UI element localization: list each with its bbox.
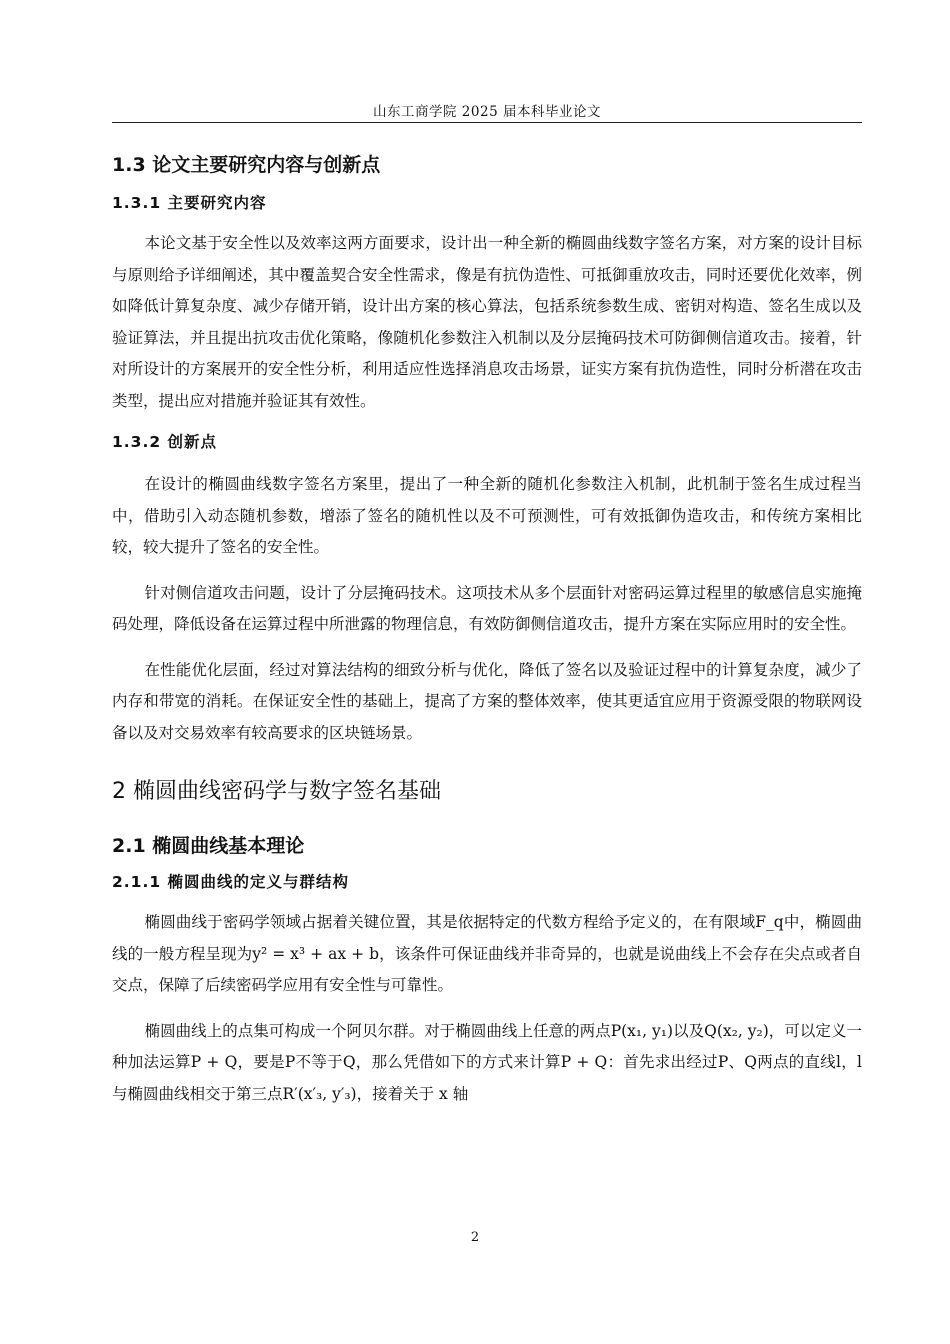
paragraph: 本论文基于安全性以及效率这两方面要求，设计出一种全新的椭圆曲线数字签名方案，对方案的设计目标与原则给予详细阐述，其中覆盖契合安全性需求，像是有抗伪造性、可抵御重放攻击，同时还要优化效率，例如降低计算复杂度、减少存储开销，设计出方案的核心算法，包括系统参数生成、密钥对构造、签名生成以及验证算法，并且提出抗攻击优化策略，像随机化参数注入机制以及分层掩码技术可防御侧信道攻击。接着，针对所设计的方案展开的安全性分析，利用适应性选择消息攻击场景，证实方案有抗伪造性，同时分析潜在攻击类型，提出应对措施并验证其有效性。 xyxy=(112,234,862,410)
page-body xyxy=(112,150,862,1110)
section-heading: 1.3 论文主要研究内容与创新点 xyxy=(112,154,381,176)
paragraph: 在设计的椭圆曲线数字签名方案里，提出了一种全新的随机化参数注入机制，此机制于签名生成过程当中，借助引入动态随机参数，增添了签名的随机性以及不可预测性，可有效抵御伪造攻击，和传统方案相比较，较大提升了签名的安全性。 xyxy=(112,475,862,556)
subsection-heading: 1.3.1 主要研究内容 xyxy=(112,194,267,212)
paragraph: 椭圆曲线于密码学领域占据着关键位置，其是依据特定的代数方程给予定义的，在有限域F_q中，椭圆曲线的一般方程呈现为y² = x³ + ax + b，该条件可保证曲线并非奇异的，也就是说曲线上不会存在尖点或者自交点，保障了后续密码学应用有安全性与可靠性。 xyxy=(112,913,862,994)
section-heading: 2.1 椭圆曲线基本理论 xyxy=(112,835,305,857)
paragraph: 椭圆曲线上的点集可构成一个阿贝尔群。对于椭圆曲线上任意的两点P(x₁, y₁)以及Q(x₂, y₂)，可以定义一种加法运算P + Q，要是P不等于Q，那么凭借如下的方式来计算P + Q：首先求出经过P、Q两点的直线l，l与椭圆曲线相交于第三点R′(x′₃, y′₃)，接着关于 x 轴 xyxy=(112,1021,862,1103)
page-number: 2 xyxy=(470,1230,480,1245)
paragraph: 在性能优化层面，经过对算法结构的细致分析与优化，降低了签名以及验证过程中的计算复杂度，减少了内存和带宽的消耗。在保证安全性的基础上，提高了方案的整体效率，使其更适宜应用于资源受限的物联网设备以及对交易效率有较高要求的区块链场景。 xyxy=(112,660,862,742)
subsection-heading: 2.1.1 椭圆曲线的定义与群结构 xyxy=(112,873,350,891)
running-header: 山东工商学院 2025 届本科毕业论文 xyxy=(112,100,862,123)
chapter-heading: 2 椭圆曲线密码学与数字签名基础 xyxy=(112,779,441,804)
subsection-heading: 1.3.2 创新点 xyxy=(112,433,218,451)
paragraph: 针对侧信道攻击问题，设计了分层掩码技术。这项技术从多个层面针对密码运算过程里的敏感信息实施掩码处理，降低设备在运算过程中所泄露的物理信息，有效防御侧信道攻击，提升方案在实际应用时的安全性。 xyxy=(112,583,862,633)
